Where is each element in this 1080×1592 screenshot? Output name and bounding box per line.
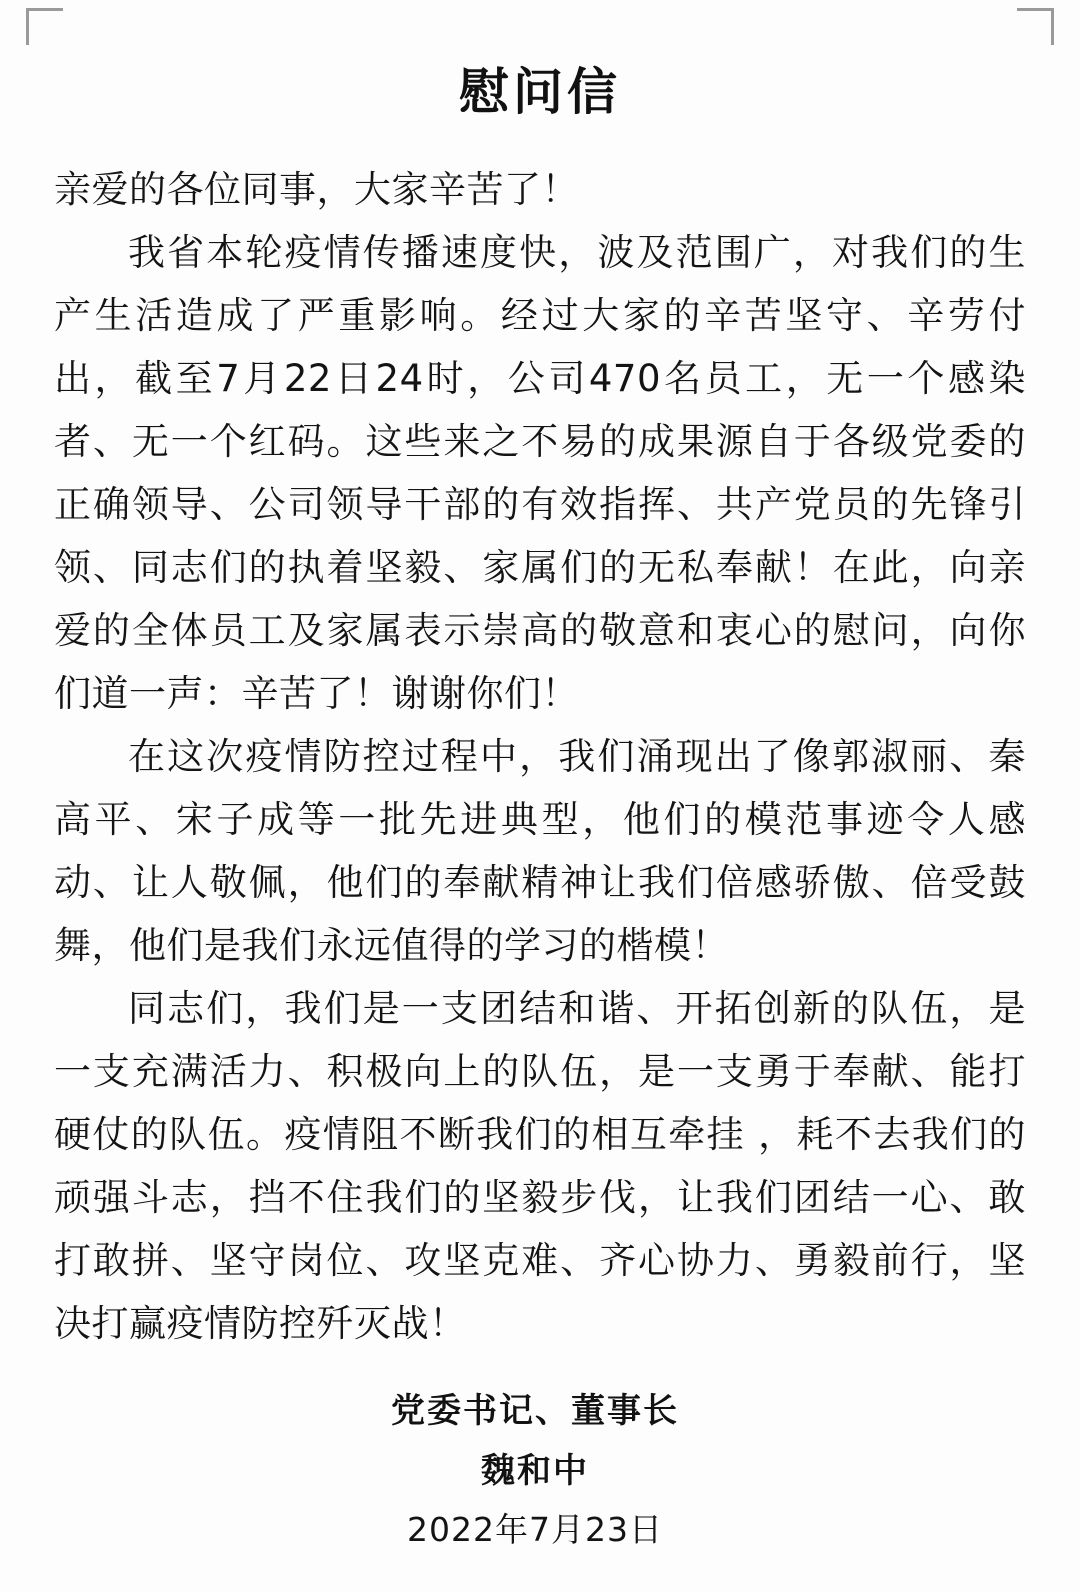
document-body [0, 158, 1080, 1559]
crop-mark-top-left-icon [26, 8, 63, 45]
signature-name: 魏和中 [481, 1451, 589, 1491]
crop-mark-top-right-icon [1017, 8, 1054, 45]
signature-block [54, 1381, 1026, 1559]
page-title: 慰问信 [459, 63, 621, 121]
salutation: 亲爱的各位同事，大家辛苦了！ [54, 168, 579, 211]
signature-date: 2022年7月23日 [407, 1510, 663, 1549]
paragraph-2: 在这次疫情防控过程中，我们涌现出了像郭淑丽、秦高平、宋子成等一批先进典型，他们的模范事迹令人感动、让人敬佩，他们的奉献精神让我们倍感骄傲、倍受鼓舞，他们是我们永远值得的学习的楷模！ [54, 735, 1026, 967]
paragraph-1: 我省本轮疫情传播速度快，波及范围广，对我们的生产生活造成了严重影响。经过大家的辛苦坚守、辛劳付出，截至7月22日24时，公司470名员工，无一个感染者、无一个红码。这些来之不易的成果源自于各级党委的正确领导、公司领导干部的有效指挥、共产党员的先锋引领、同志们的执着坚毅、家属们的无私奉献！在此，向亲爱的全体员工及家属表示崇高的敬意和衷心的慰问，向你们道一声：辛苦了！谢谢你们！ [54, 231, 1026, 715]
signature-role: 党委书记、董事长 [391, 1391, 679, 1431]
paragraph-3: 同志们，我们是一支团结和谐、开拓创新的队伍，是一支充满活力、积极向上的队伍，是一支勇于奉献、能打硬仗的队伍。疫情阻不断我们的相互牵挂 ，耗不去我们的顽强斗志，挡不住我们的坚毅步伐，让我们团结一心、敢打敢拼、坚守岗位、攻坚克难、齐心协力、勇毅前行，坚决打赢疫情防控歼灭战！ [54, 987, 1026, 1345]
